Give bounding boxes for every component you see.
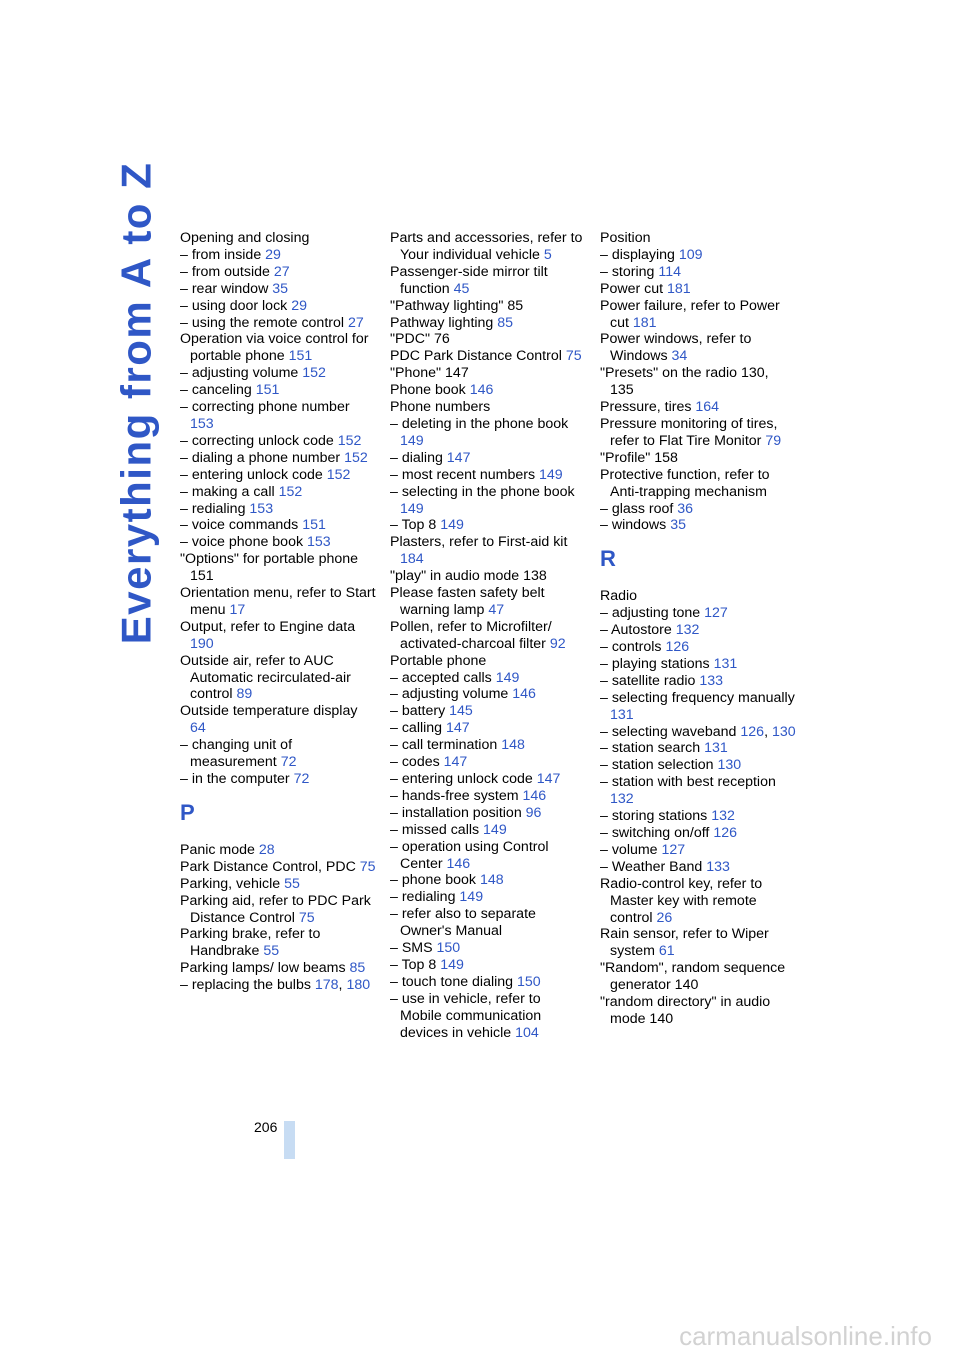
entry-text: Pressure monitoring of tires, refer to Flat Tire Monitor	[600, 415, 778, 449]
index-entry	[600, 298, 796, 332]
index-entry	[600, 399, 796, 416]
entry-text: – station selection	[600, 757, 718, 774]
page-reference-link[interactable]: 127	[704, 605, 728, 622]
index-entry	[180, 893, 376, 927]
entry-text: Protective function, refer to Anti-trapping mechanism	[600, 466, 770, 500]
page-reference-link[interactable]: 151	[255, 382, 280, 399]
page-marker-bar	[284, 1121, 295, 1159]
index-entry: – replacing the bulbs 178, 180	[180, 977, 371, 994]
entry-text: "Phone" 147	[390, 365, 469, 382]
entry-text: – Top 8	[390, 956, 441, 973]
page-reference-link[interactable]: 130	[717, 757, 742, 774]
page-reference-link[interactable]: 153	[307, 534, 331, 551]
page-reference-link[interactable]: 151	[288, 348, 313, 365]
index-entry	[180, 281, 376, 298]
entry-text: – hands-free system	[390, 787, 523, 804]
index-entry	[180, 876, 376, 893]
entry-text: – station with best reception	[600, 774, 776, 791]
page-reference-link[interactable]: 92	[549, 635, 566, 652]
index-entry	[390, 872, 586, 889]
entry-text: – displaying	[600, 246, 679, 263]
entry-text: – Weather Band	[600, 858, 707, 875]
index-entry	[180, 467, 376, 484]
index-entry	[390, 416, 586, 450]
page-reference-link[interactable]: 27	[273, 263, 290, 280]
page-number: 206	[254, 1119, 278, 1135]
watermark: carmanualsonline.info	[679, 1321, 932, 1351]
page-reference-link[interactable]: 146	[469, 382, 494, 399]
page-reference-link[interactable]: 126	[665, 639, 690, 656]
page-reference-link[interactable]: 72	[280, 754, 297, 771]
entry-text: – storing	[600, 263, 659, 280]
index-entry	[180, 551, 376, 585]
entry-text: – from inside	[180, 246, 266, 263]
index-entry	[600, 501, 796, 518]
page-reference-link[interactable]: 149	[483, 821, 507, 838]
index-entry	[390, 940, 586, 957]
entry-text: – most recent numbers	[390, 466, 540, 483]
page-reference-link[interactable]: 152	[326, 466, 351, 483]
entry-text: – windows	[600, 517, 671, 534]
page-reference-link[interactable]: 181	[632, 314, 657, 331]
entry-text: – canceling	[180, 382, 256, 399]
index-entry	[180, 842, 376, 859]
entry-text: – deleting in the phone book	[390, 415, 569, 432]
entry-text: – station search	[600, 740, 705, 757]
index-entry	[600, 690, 796, 724]
entry-text: – replacing the bulbs	[180, 977, 315, 994]
index-entry	[600, 859, 796, 876]
entry-text: – accepted calls	[390, 669, 496, 686]
entry-text: – voice phone book	[180, 534, 307, 551]
entry-text: "Profile" 158	[600, 449, 678, 466]
page-reference-link[interactable]: 55	[263, 943, 280, 960]
entry-text: Output, refer to Engine data	[180, 618, 356, 635]
index-entry	[390, 568, 586, 585]
entry-text: – Top 8	[390, 517, 441, 534]
index-entry	[180, 926, 376, 960]
page-reference-link[interactable]: 149	[539, 466, 563, 483]
page-reference-link[interactable]: 127	[661, 841, 686, 858]
page-reference-link[interactable]: 29	[265, 246, 281, 263]
entry-text: – adjusting volume	[180, 365, 303, 382]
entry-text: Passenger-side mirror tilt function	[390, 263, 548, 297]
index-entry	[390, 517, 586, 534]
entry-text: Pressure, tires	[600, 399, 696, 416]
page-reference-link[interactable]: 146	[512, 686, 536, 703]
entry-text: Power cut	[600, 280, 668, 297]
entry-text: – controls	[600, 639, 666, 656]
index-column-3	[600, 230, 796, 1028]
page-reference-link[interactable]: 75	[298, 909, 315, 926]
entry-text: Parking lamps/ low beams	[180, 960, 350, 977]
page-reference-link[interactable]: 149	[440, 517, 464, 534]
entry-text: Parking brake, refer to Handbrake	[180, 926, 321, 960]
index-entry	[180, 382, 376, 399]
page-reference-link[interactable]: 131	[713, 655, 738, 672]
index-entry	[390, 450, 586, 467]
page-reference-link[interactable]: 149	[400, 432, 424, 449]
entry-text: "Presets" on the radio 130, 135	[600, 365, 769, 399]
page-reference-link[interactable]: 131	[610, 706, 634, 723]
index-entry: – selecting waveband 126, 130	[600, 723, 796, 740]
side-title-text: Everything from A to Z	[112, 161, 160, 645]
page-reference-link[interactable]: 29	[291, 297, 307, 314]
page-reference-link[interactable]: 149	[440, 956, 464, 973]
index-entry	[600, 247, 796, 264]
page-reference-link[interactable]: 109	[678, 246, 703, 263]
index-entry	[390, 788, 586, 805]
entry-text: – entering unlock code	[180, 466, 327, 483]
section-side-title	[106, 161, 166, 645]
section-letter: R	[600, 546, 616, 572]
entry-text: Portable phone	[390, 652, 487, 669]
entry-text: – battery	[390, 703, 450, 720]
entry-text: "Pathway lighting" 85	[390, 297, 524, 314]
index-entry	[390, 670, 586, 687]
page-reference-link[interactable]: 150	[517, 973, 541, 990]
page-reference-link[interactable]: 17	[229, 601, 246, 618]
index-entry	[390, 331, 586, 348]
entry-text: – redialing	[180, 500, 250, 517]
entry-text: – installation position	[390, 804, 526, 821]
index-entry	[180, 859, 376, 876]
page-reference-link[interactable]: 79	[765, 432, 782, 449]
index-entry	[390, 230, 586, 264]
page-reference-link[interactable]: 26	[656, 909, 673, 926]
index-entry	[390, 957, 586, 974]
index-entry	[180, 298, 376, 315]
index-entry	[180, 433, 376, 450]
entry-text: – selecting in the phone book	[390, 483, 575, 500]
page-reference-link[interactable]: 147	[443, 754, 468, 771]
entry-text: – making a call	[180, 483, 279, 500]
page-reference-link[interactable]: 153	[249, 500, 274, 517]
entry-text: Power windows, refer to Windows	[600, 331, 752, 365]
index-entry	[600, 825, 796, 842]
page-reference-link[interactable]: 85	[497, 314, 514, 331]
index-entry	[390, 619, 586, 653]
index-entry	[600, 416, 796, 450]
entry-text: – voice commands	[180, 517, 303, 534]
page-reference-link[interactable]: 55	[284, 875, 300, 892]
page-reference-link[interactable]: 114	[658, 263, 681, 280]
index-entry	[600, 281, 796, 298]
index-entry	[390, 839, 586, 873]
index-entry	[390, 991, 586, 1042]
page-reference-link[interactable]: 96	[525, 804, 542, 821]
index-entry	[390, 382, 586, 399]
page-reference-link[interactable]: 190	[190, 635, 214, 652]
page-reference-link[interactable]: 34	[671, 348, 688, 365]
entry-text: Phone book	[390, 382, 470, 399]
index-entry	[600, 808, 796, 825]
page-reference-link[interactable]: 132	[711, 808, 735, 825]
page-reference-link[interactable]: 131	[704, 740, 728, 757]
page-reference-link[interactable]: 184	[400, 551, 424, 568]
entry-text: PDC Park Distance Control	[390, 348, 566, 365]
entry-text: – volume	[600, 841, 662, 858]
entry-text: – use in vehicle, refer to Mobile communication devices in vehicle	[390, 990, 542, 1041]
entry-text: – rear window	[180, 280, 273, 297]
index-entry	[180, 264, 376, 281]
page-reference-link[interactable]: 47	[488, 601, 505, 618]
index-entry	[390, 703, 586, 720]
entry-text: Outside air, refer to AUC Automatic recirculated-air control	[180, 652, 351, 703]
entry-text: Pollen, refer to Microfilter/ activated-charcoal filter	[390, 618, 552, 652]
entry-text: – phone book	[390, 872, 480, 889]
entry-text: Position	[600, 230, 651, 246]
entry-text: Panic mode	[180, 841, 259, 858]
index-entry	[390, 365, 586, 382]
index-entry	[390, 467, 586, 484]
index-entry	[390, 720, 586, 737]
index-entry	[180, 737, 376, 771]
index-entry	[180, 247, 376, 264]
page-reference-link[interactable]: 28	[258, 841, 275, 858]
entry-text: – correcting phone number	[180, 399, 350, 416]
index-entry	[600, 331, 796, 365]
entry-text: – changing unit of measurement	[180, 737, 293, 771]
page-reference-link[interactable]: 61	[658, 943, 675, 960]
index-entry	[600, 926, 796, 960]
page-reference-link[interactable]: 72	[293, 771, 310, 787]
page-reference-link[interactable]: 45	[453, 280, 470, 297]
index-entry	[180, 960, 376, 977]
index-column-2	[390, 230, 586, 1042]
index-entry	[180, 771, 376, 788]
index-entry	[390, 315, 586, 332]
page-reference-link[interactable]: 5	[543, 246, 552, 263]
page-reference-link[interactable]: 133	[699, 672, 724, 689]
index-entry	[180, 703, 376, 737]
entry-text: Radio-control key, refer to Master key with remote control	[600, 875, 763, 926]
entry-text: Park Distance Control, PDC	[180, 858, 360, 875]
index-entry	[390, 754, 586, 771]
entry-text: – using door lock	[180, 297, 292, 314]
page-reference-link[interactable]: 152	[344, 449, 368, 466]
page-reference-link[interactable]: 36	[677, 500, 694, 517]
index-entry	[390, 974, 586, 991]
index-entry	[600, 230, 796, 247]
index-entry	[180, 331, 376, 365]
index-entry	[390, 264, 586, 298]
page-reference-link[interactable]: 147	[446, 720, 470, 737]
entry-text: Rain sensor, refer to Wiper system	[600, 926, 769, 960]
entry-text: – dialing	[390, 449, 447, 466]
page-reference-link[interactable]: 147	[536, 771, 561, 787]
page-reference-link[interactable]: 126	[713, 825, 737, 841]
index-entry	[600, 639, 796, 656]
page-reference-link[interactable]: 147	[446, 449, 471, 466]
page-reference-link[interactable]: 75	[565, 348, 582, 365]
page-reference-link[interactable]: 27	[347, 314, 364, 331]
page-reference-link[interactable]: 130	[771, 723, 796, 740]
entry-text: – call termination	[390, 737, 502, 754]
entry-text: – missed calls	[390, 821, 484, 838]
entry-text: "Options" for portable phone 151	[180, 551, 359, 585]
entry-text: – redialing	[390, 889, 460, 906]
entry-text: Orientation menu, refer to Start menu	[180, 585, 376, 618]
index-entry	[180, 501, 376, 518]
index-entry	[600, 740, 796, 757]
index-entry	[390, 906, 586, 940]
page-reference-link[interactable]: 89	[236, 686, 253, 703]
page-reference-link[interactable]: 35	[670, 517, 686, 534]
entry-text: "PDC" 76	[390, 331, 450, 348]
entry-text: – selecting waveband	[600, 723, 741, 740]
index-entry	[600, 622, 796, 639]
section-letter: P	[180, 799, 195, 825]
index-entry	[600, 588, 796, 605]
entry-text: Parts and accessories, refer to Your individual vehicle	[390, 230, 583, 263]
page-reference-link[interactable]: 64	[190, 720, 206, 737]
entry-text: – calling	[390, 720, 446, 737]
entry-text: – adjusting tone	[600, 605, 705, 622]
index-entry	[390, 805, 586, 822]
entry-text: Parking, vehicle	[180, 875, 285, 892]
page-reference-link[interactable]: 153	[190, 415, 214, 432]
index-entry	[180, 315, 376, 332]
entry-text: – codes	[390, 754, 444, 771]
index-entry	[390, 889, 586, 906]
entry-text: "Random", random sequence generator 140	[600, 960, 786, 994]
entry-text: – switching on/off	[600, 825, 714, 841]
index-entry	[600, 656, 796, 673]
page-reference-link[interactable]: 146	[522, 787, 547, 804]
entry-text: Radio	[600, 588, 638, 605]
index-entry	[600, 450, 796, 467]
entry-text: Operation via voice control for portable phone	[180, 331, 369, 365]
index-entry	[390, 484, 586, 518]
page-reference-link[interactable]: 132	[675, 622, 700, 639]
entry-text: "random directory" in audio mode 140	[600, 994, 771, 1027]
entry-text: Please fasten safety belt warning lamp	[390, 585, 545, 618]
page-reference-link[interactable]: 132	[610, 791, 634, 808]
index-entry	[180, 517, 376, 534]
page-reference-link[interactable]: 145	[449, 703, 473, 720]
index-entry	[180, 534, 376, 551]
entry-text: Phone numbers	[390, 399, 491, 416]
page-reference-link[interactable]: 146	[446, 855, 471, 872]
entry-text: – glass roof	[600, 500, 678, 517]
entry-text: Parking aid, refer to PDC Park Distance Control	[180, 892, 371, 926]
index-column-1	[180, 230, 376, 994]
page-reference-link[interactable]: 151	[302, 517, 326, 534]
page-reference-link[interactable]: 152	[337, 432, 362, 449]
page-reference-link[interactable]: 148	[479, 872, 504, 889]
index-entry	[390, 686, 586, 703]
index-entry	[600, 994, 796, 1028]
index-entry	[390, 653, 586, 670]
index-entry	[180, 484, 376, 501]
entry-text: – selecting frequency manually	[600, 689, 795, 706]
index-entry	[600, 876, 796, 927]
entry-text: Plasters, refer to First-aid kit	[390, 534, 568, 551]
entry-text: "play" in audio mode 138	[390, 568, 547, 585]
index-entry	[600, 842, 796, 859]
page-reference-link[interactable]: 150	[436, 940, 461, 957]
page-reference-link[interactable]: 75	[359, 858, 376, 875]
index-entry	[180, 619, 376, 653]
entry-text: – Autostore	[600, 622, 676, 639]
index-entry	[600, 605, 796, 622]
index-entry	[180, 365, 376, 382]
index-entry	[600, 264, 796, 281]
entry-text: – SMS	[390, 940, 437, 957]
page-reference-link[interactable]: 85	[349, 960, 366, 977]
page-reference-link[interactable]: 149	[459, 889, 484, 906]
page-reference-link[interactable]: 35	[272, 280, 289, 297]
index-entry	[600, 774, 796, 808]
entry-text: – adjusting volume	[390, 686, 513, 703]
index-entry	[390, 399, 586, 416]
page-reference-link[interactable]: 152	[278, 483, 303, 500]
entry-text: Opening and closing	[180, 230, 310, 246]
entry-text: – using the remote control	[180, 314, 348, 331]
entry-text: – playing stations	[600, 655, 714, 672]
entry-text: – in the computer	[180, 771, 294, 787]
page-reference-link[interactable]: 149	[400, 500, 424, 517]
entry-text: – operation using Control Center	[390, 838, 549, 872]
index-entry	[600, 467, 796, 501]
index-entry	[390, 737, 586, 754]
entry-text: Outside temperature display	[180, 703, 358, 720]
index-entry	[180, 399, 376, 433]
index-entry	[600, 517, 796, 534]
index-entry	[600, 960, 796, 994]
page-reference-link[interactable]: 126	[740, 723, 765, 740]
index-entry	[390, 298, 586, 315]
entry-text: – refer also to separate Owner's Manual	[390, 906, 536, 940]
entry-text: Pathway lighting	[390, 314, 498, 331]
index-entry	[600, 757, 796, 774]
page-reference-link[interactable]: 181	[667, 280, 691, 297]
entry-text: – entering unlock code	[390, 771, 537, 787]
index-entry	[180, 653, 376, 704]
index-entry	[600, 673, 796, 690]
entry-text: – from outside	[180, 263, 274, 280]
page-reference-link[interactable]: 148	[501, 737, 525, 754]
entry-text: Power failure, refer to Power cut	[600, 297, 780, 331]
index-entry	[390, 585, 586, 619]
index-entry	[600, 365, 796, 399]
entry-text: – touch tone dialing	[390, 973, 517, 990]
page-reference-link[interactable]: 152	[302, 365, 326, 382]
index-entry	[390, 822, 586, 839]
page-reference-link[interactable]: 104	[515, 1024, 539, 1041]
page-reference-link[interactable]: 180	[346, 977, 371, 994]
index-entry	[180, 450, 376, 467]
page-reference-link[interactable]: 133	[706, 858, 730, 875]
entry-text: – satellite radio	[600, 672, 700, 689]
index-entry	[390, 771, 586, 788]
page-reference-link[interactable]: 178	[314, 977, 339, 994]
index-entry	[180, 230, 376, 247]
page-reference-link[interactable]: 149	[495, 669, 520, 686]
index-entry	[390, 534, 586, 568]
index-entry	[390, 348, 586, 365]
entry-text: – dialing a phone number	[180, 449, 345, 466]
page-reference-link[interactable]: 164	[695, 399, 720, 416]
entry-text: – storing stations	[600, 808, 712, 825]
index-entry	[180, 585, 376, 619]
entry-text: – correcting unlock code	[180, 432, 338, 449]
